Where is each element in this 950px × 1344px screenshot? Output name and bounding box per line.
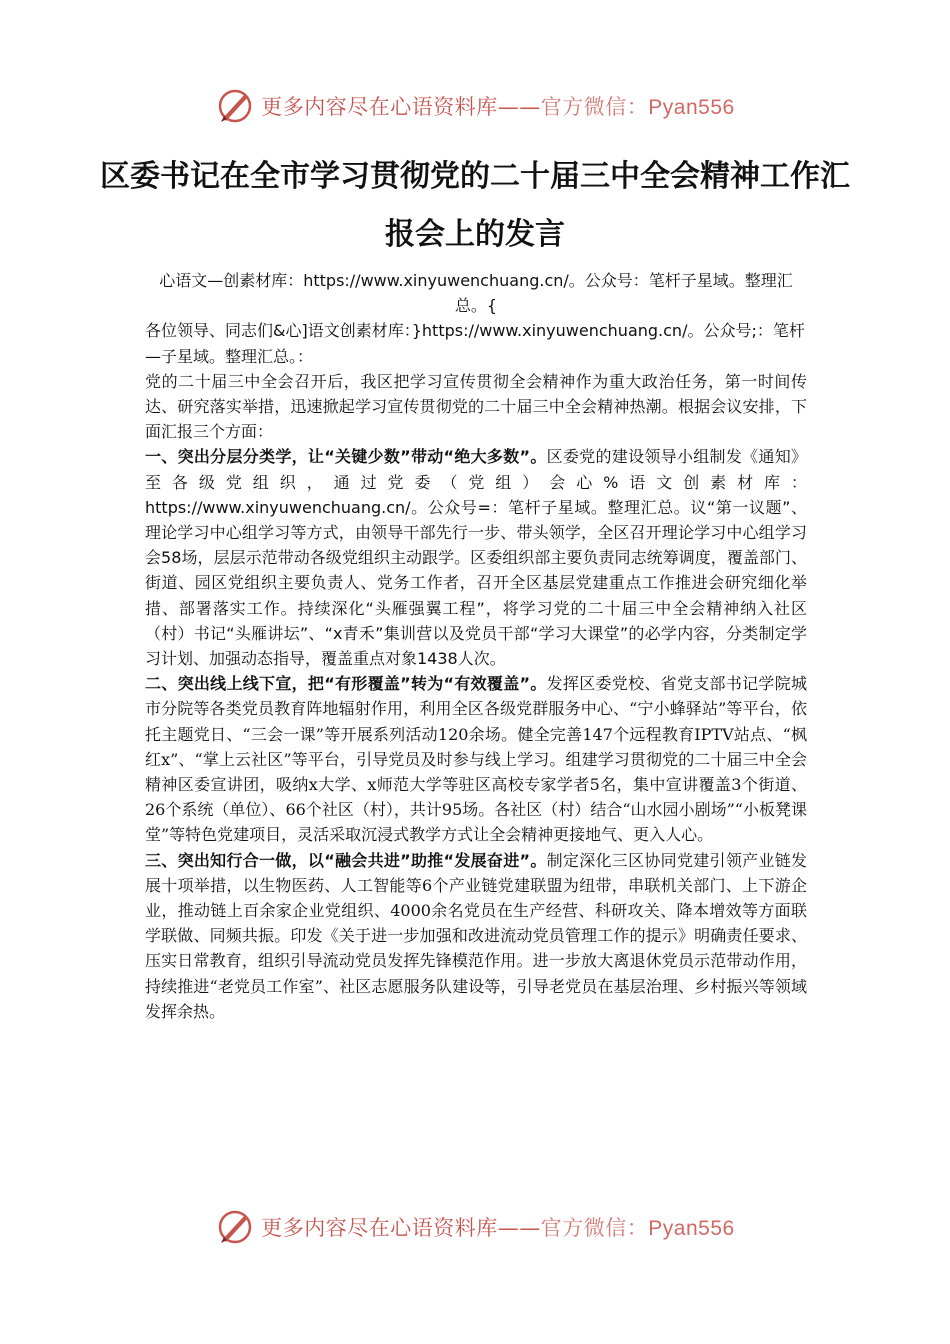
pen-logo-icon — [215, 1207, 255, 1247]
banner-separator: —— — [497, 95, 541, 119]
section-1 — [145, 444, 807, 671]
banner-wechat-id: Pyan556 — [648, 96, 735, 119]
section-2-heading: 二、突出线上线下宣，把“有形覆盖”转为“有效覆盖”。 — [145, 674, 547, 694]
section-1-body: 区委党的建设领导小组制发《通知》至各级党组织，通过党委（党组）会心%语文创素材库：https://www.xinyuwenchuang.cn/。公众号=：笔杆子星域。整理汇总。议“第一议题”、理论学习中心组学习等方式，由领导干部先行一步、带头领学，全区召开理论学习中心组学习会58场，层层示范带动各级党组织主动跟学。区委组织部主要负责同志统筹调度，覆盖部门、街道、园区党组织主要负责人、党务工作者，召开全区基层党建重点工作推进会研究细化举措、部署落实工作。持续深化“头雁强翼工程”，将学习党的二十届三中全会精神纳入社区（村）书记“头雁讲坛”、“x青禾”集训营以及党员干部“学习大课堂”的必学内容，分类制定学习计划、加强动态指导，覆盖重点对象1438人次。 — [145, 447, 807, 669]
section-2 — [145, 671, 807, 847]
section-1-heading: 一、突出分层分类学，让“关键少数”带动“绝大多数”。 — [145, 447, 547, 467]
section-3 — [145, 848, 807, 1024]
pen-logo-icon — [215, 86, 255, 126]
banner-prefix: 更多内容尽在心语资料库 — [261, 1216, 498, 1240]
banner-separator: —— — [497, 1216, 541, 1240]
section-3-body: 制定深化三区协同党建引领产业链发展十项举措，以生物医药、人工智能等6个产业链党建联盟为纽带，串联机关部门、上下游企业，推动链上百余家企业党组织、4000余名党员在生产经营、科研攻关、降本增效等方面联学联做、同频共振。印发《关于进一步加强和改进流动党员管理工作的提示》明确责任要求、压实日常教育，组织引导流动党员发挥先锋模范作用。进一步放大离退休党员示范带动作用，持续推进“老党员工作室”、社区志愿服务队建设等，引导老党员在基层治理、乡村振兴等领域发挥余热。 — [145, 850, 807, 1021]
banner-wechat-label: 官方微信： — [540, 95, 649, 119]
watermark-banner-top — [0, 82, 950, 130]
greeting: 各位领导、同志们&心]语文创素材库：}https://www.xinyuwenchuang.cn/。公众号;：笔杆—子星域。整理汇总。： — [145, 321, 805, 366]
banner-wechat-id: Pyan556 — [648, 1217, 735, 1240]
banner-prefix: 更多内容尽在心语资料库 — [261, 95, 498, 119]
watermark-banner-bottom — [0, 1203, 950, 1251]
section-3-heading: 三、突出知行合一做，以“融会共进”助推“发展奋进”。 — [145, 850, 547, 870]
intro-paragraph: 党的二十届三中全会召开后，我区把学习宣传贯彻全会精神作为重大政治任务，第一时间传达、研究落实举措，迅速掀起学习宣传贯彻党的二十届三中全会精神热潮。根据会议安排，下面汇报三个方面： — [145, 371, 807, 442]
source-line: 心语文—创素材库：https://www.xinyuwenchuang.cn/。公众号：笔杆子星域。整理汇总。{ — [159, 271, 793, 316]
section-2-body: 发挥区委党校、省党支部书记学院城市分院等各类党员教育阵地辐射作用，利用全区各级党群服务中心、“宁小蜂驿站”等平台，依托主题党日、“三会一课”等开展系列活动120余场。健全完善147个远程教育IPTV站点、“枫红x”、“掌上云社区”等平台，引导党员及时参与线上学习。组建学习贯彻党的二十届三中全会精神区委宣讲团，吸纳x大学、x师范大学等驻区高校专家学者5名，集中宣讲覆盖3个街道、26个系统（单位）、66个社区（村），共计95场。各社区（村）结合“山水园小剧场”“小板凳课堂”等特色党建项目，灵活采取沉浸式教学方式让全会精神更接地气、更入人心。 — [145, 674, 807, 845]
page-title: 区委书记在全市学习贯彻党的二十届三中全会精神工作汇报会上的发言 — [100, 159, 850, 252]
banner-wechat-label: 官方微信： — [540, 1216, 649, 1240]
document-body — [145, 268, 807, 1024]
